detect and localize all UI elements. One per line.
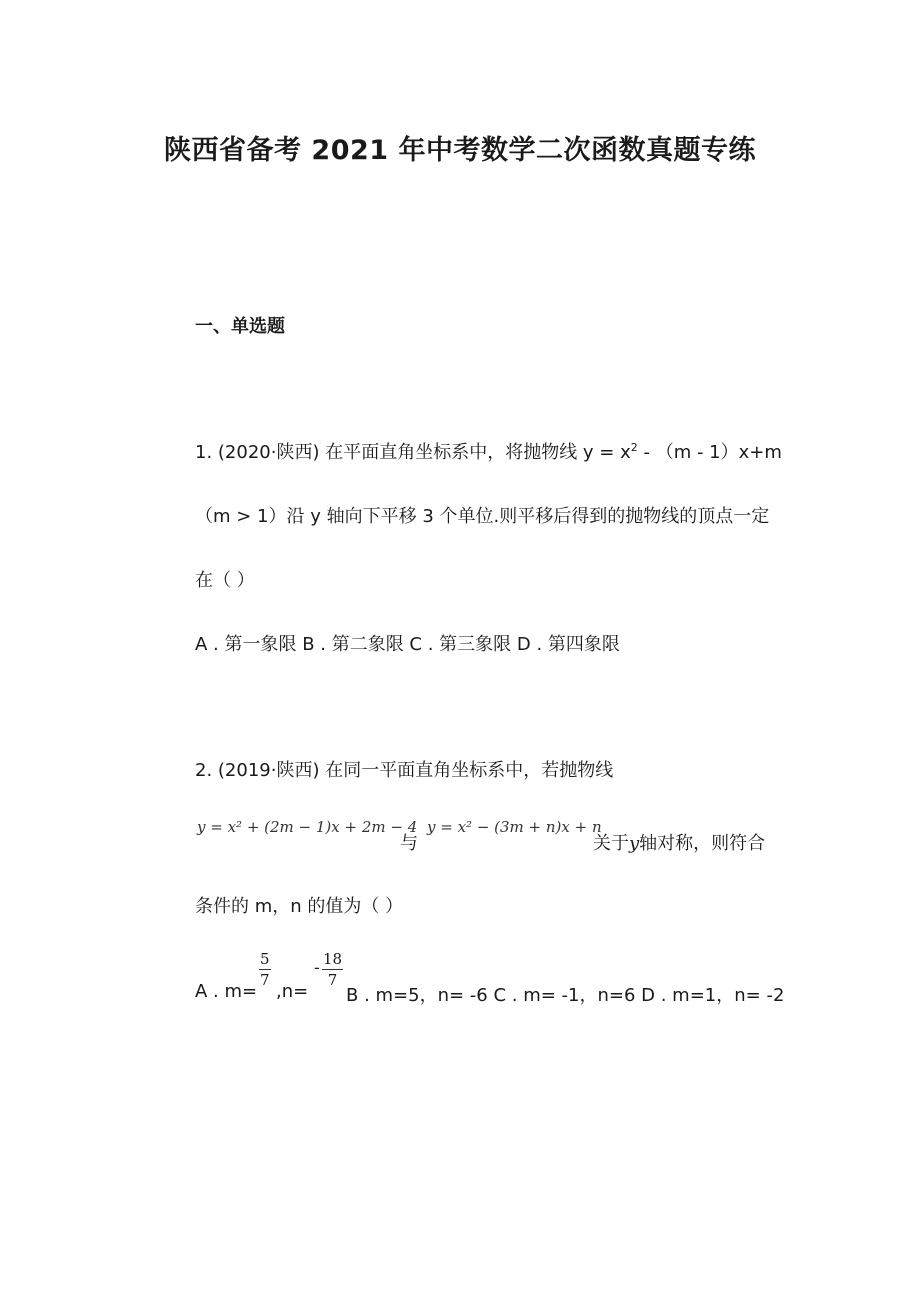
q2-fraction-m-denominator: 7 <box>260 971 270 989</box>
q1-line-1 <box>195 438 782 464</box>
q1-line-3: 在（ ） <box>195 570 255 591</box>
q2-fraction-n-denominator: 7 <box>327 971 338 989</box>
q1-line-1-text-b: - （m - 1）x+m <box>637 442 782 463</box>
fraction-bar <box>259 969 271 970</box>
q2-tail-variable: y <box>629 833 640 854</box>
section-heading: 一、单选题 <box>195 316 285 337</box>
q2-fraction-m-numerator: 5 <box>260 950 270 968</box>
q1-line-2: （m > 1）沿 y 轴向下平移 3 个单位.则平移后得到的抛物线的顶点一定 <box>195 506 770 527</box>
q2-formula-1: y = x² + (2m − 1)x + 2m − 4 <box>197 818 418 836</box>
q2-option-a-mid: ,n= <box>276 981 309 1002</box>
q2-options-rest: B . m=5，n= -6 C . m= -1，n=6 D . m=1，n= -2 <box>346 985 785 1006</box>
document-title: 陕西省备考 2021 年中考数学二次函数真题专练 <box>164 135 756 166</box>
q2-line-2-tail <box>593 829 765 855</box>
q2-line-1: 2. (2019·陕西) 在同一平面直角坐标系中，若抛物线 <box>195 760 614 781</box>
q2-fraction-m <box>259 950 271 989</box>
q2-fraction-n-numerator: 18 <box>323 950 343 968</box>
q2-connector: 与 <box>400 833 418 854</box>
q1-exponent: 2 <box>630 441 638 454</box>
q2-tail-text-b: 轴对称，则符合 <box>639 833 766 854</box>
q2-tail-text-a: 关于 <box>593 833 629 854</box>
q1-line-1-text-a: 1. (2020·陕西) 在平面直角坐标系中，将抛物线 y = x <box>195 442 631 463</box>
q2-fraction-n-sign: - <box>314 958 320 977</box>
q2-formula-2: y = x² − (3m + n)x + n <box>427 818 602 836</box>
q2-option-a-prefix: A . m= <box>195 981 258 1002</box>
fraction-bar <box>322 969 343 970</box>
q1-options: A . 第一象限 B . 第二象限 C . 第三象限 D . 第四象限 <box>195 634 620 655</box>
q2-line-3: 条件的 m，n 的值为（ ） <box>195 896 404 917</box>
q2-fraction-n <box>322 950 343 989</box>
